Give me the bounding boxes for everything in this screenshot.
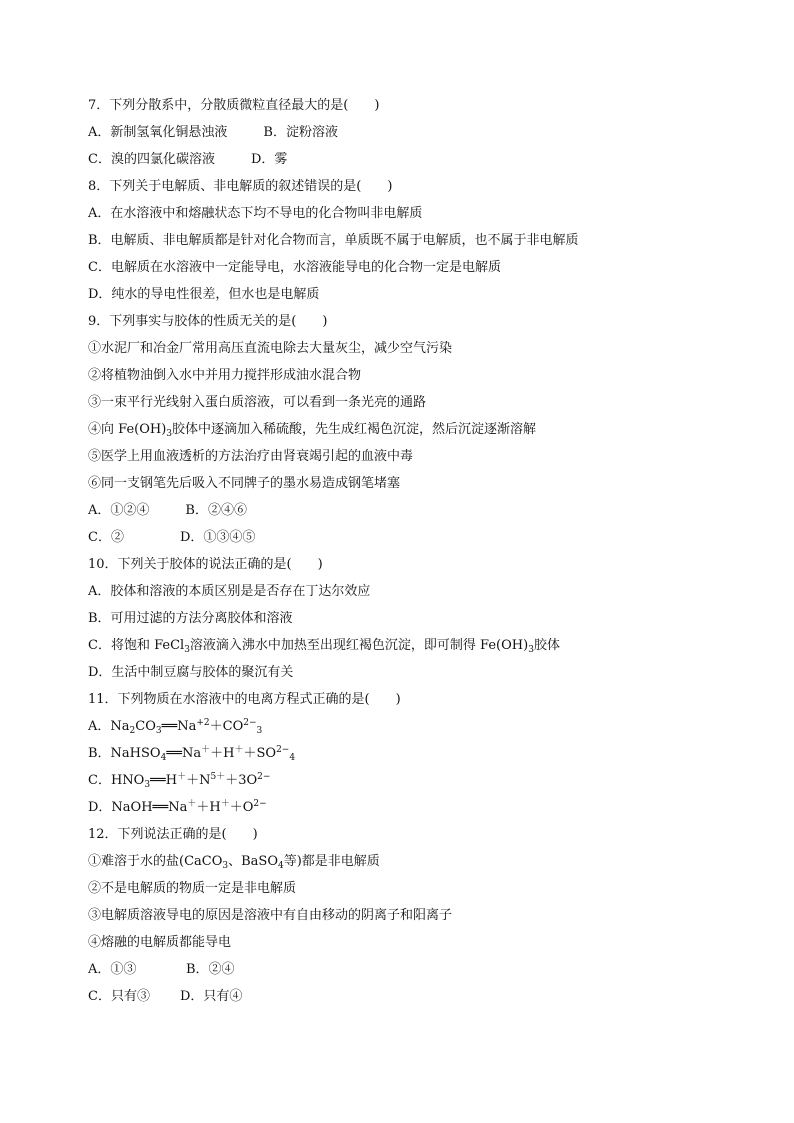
q9-statement-2: ②将植物油倒入水中并用力搅拌形成油水混合物 [88,368,362,383]
q9-options-ab [88,497,748,524]
q12-option-d: D．只有④ [180,989,243,1004]
q9-option-a: A．①②④ [88,503,150,518]
question-list [88,92,748,1010]
q8-option-a: A．在水溶液中和熔融状态下均不导电的化合物叫非电解质 [88,206,423,221]
q9-options-cd [88,524,748,551]
q8-option-c: C．电解质在水溶液中一定能导电，水溶液能导电的化合物一定是电解质 [88,260,501,275]
q7-option-d: D．雾 [250,152,288,167]
q9-option-c: C．② [88,530,124,545]
q12-option-a: A．①③ [88,962,137,977]
q10-option-c: C．将饱和 FeCl$_3$溶液滴入沸水中加热至出现红褐色沉淀，即可制得 $Fe(OH)_3$胶体 [88,638,560,655]
q12-options-cd [88,983,748,1010]
q11-option-b: B．$NaHSO_4══Na^++H^++SO^{2-}_4$ [88,745,296,763]
q11-option-c: C．$HNO_3══H^++N^{5+}+3O^{2-}$ [88,772,271,790]
q9-statement-4: ④向 $Fe(OH)_3$胶体中逐滴加入稀硫酸，先生成红褐色沉淀，然后沉淀逐渐溶解 [88,422,537,439]
q9-option-b: B．②④⑥ [185,503,247,518]
q11-stem: 11．下列物质在水溶液中的电离方程式正确的是( ) [88,692,401,707]
q9-option-d: D．①③④⑤ [180,530,256,545]
q9-statement-3: ③一束平行光线射入蛋白质溶液，可以看到一条光亮的通路 [88,395,427,410]
q11-option-d: D．$NaOH══Na^++H^++O^{2-}$ [88,799,267,815]
q9-statement-1: ①水泥厂和冶金厂常用高压直流电除去大量灰尘，减少空气污染 [88,341,453,356]
q11-option-a: A．$Na_2CO_3══Na^{+2}+CO^{2-}_3$ [88,718,263,736]
q12-option-b: B．②④ [186,962,235,977]
q7-option-b: B．淀粉溶液 [263,125,338,140]
q10-option-b: B．可用过滤的方法分离胶体和溶液 [88,611,293,626]
q12-statement-2: ②不是电解质的物质一定是非电解质 [88,881,297,896]
q12-options-ab [88,956,748,983]
q12-option-c: C．只有③ [88,989,150,1004]
q10-stem: 10．下列关于胶体的说法正确的是( ) [88,557,323,572]
q7-option-c: C．溴的四氯化碳溶液 [88,152,215,167]
q12-statement-1: ①难溶于水的盐(CaCO$_3$、BaSO$_4$等)都是非电解质 [88,854,380,871]
q8-option-d: D．纯水的导电性很差，但水也是电解质 [88,287,320,302]
q9-statement-6: ⑥同一支钢笔先后吸入不同牌子的墨水易造成钢笔堵塞 [88,476,401,491]
q12-stem: 12．下列说法正确的是( ) [88,827,258,842]
q7-stem: 7．下列分散系中，分散质微粒直径最大的是( ) [88,98,380,113]
q7-options-ab [88,119,748,146]
q7-options-cd [88,146,748,173]
q10-option-d: D．生活中制豆腐与胶体的聚沉有关 [88,665,294,680]
q8-option-b: B．电解质、非电解质都是针对化合物而言，单质既不属于电解质，也不属于非电解质 [88,233,579,248]
q8-stem: 8．下列关于电解质、非电解质的叙述错误的是( ) [88,179,393,194]
q9-statement-5: ⑤医学上用血液透析的方法治疗由肾衰竭引起的血液中毒 [88,449,414,464]
q12-statement-4: ④熔融的电解质都能导电 [88,935,232,950]
q7-option-a: A．新制氢氧化铜悬浊液 [88,125,228,140]
q9-stem: 9．下列事实与胶体的性质无关的是( ) [88,314,328,329]
q10-option-a: A．胶体和溶液的本质区别是是否存在丁达尔效应 [88,584,371,599]
q12-statement-3: ③电解质溶液导电的原因是溶液中有自由移动的阴离子和阳离子 [88,908,453,923]
